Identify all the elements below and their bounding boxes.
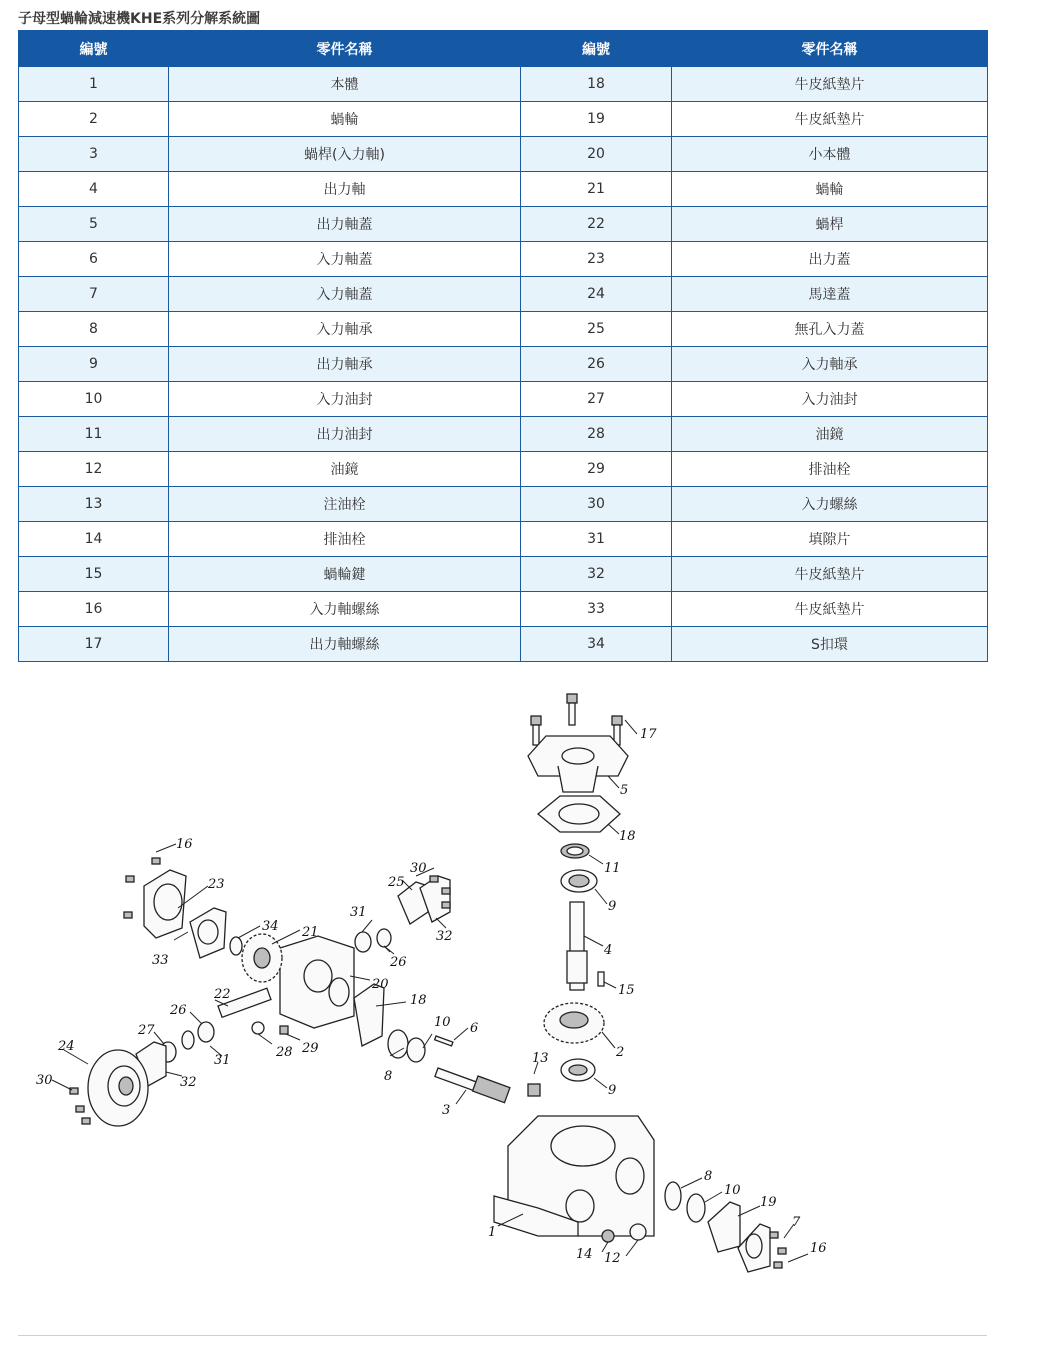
part-number-cell: 8 (19, 312, 169, 347)
table-row (19, 172, 988, 207)
table-row (19, 382, 988, 417)
parts-table (18, 30, 988, 662)
part-name-cell: 出力蓋 (672, 242, 988, 277)
part-number-cell: 27 (521, 382, 672, 417)
table-row (19, 347, 988, 382)
part-number-cell: 6 (19, 242, 169, 277)
part-name-cell: 油鏡 (672, 417, 988, 452)
part-name-cell: 無孔入力蓋 (672, 312, 988, 347)
callout: 27 (138, 1023, 155, 1038)
callout: 24 (58, 1039, 75, 1054)
table-row (19, 312, 988, 347)
part-name-cell: 注油栓 (169, 487, 521, 522)
callout: 11 (604, 861, 621, 876)
part-name-cell: 牛皮紙墊片 (672, 557, 988, 592)
part-number-cell: 25 (521, 312, 672, 347)
callout: 32 (180, 1075, 197, 1090)
column-header-part-name: 零件名稱 (169, 31, 521, 67)
part-name-cell: 入力軸承 (169, 312, 521, 347)
callout: 8 (704, 1169, 713, 1184)
part-number-cell: 13 (19, 487, 169, 522)
table-row (19, 277, 988, 312)
table-row (19, 487, 988, 522)
part-number-cell: 7 (19, 277, 169, 312)
callout: 7 (792, 1215, 801, 1230)
part-name-cell: 入力油封 (672, 382, 988, 417)
part-number-cell: 12 (19, 452, 169, 487)
part-name-cell: 入力軸螺絲 (169, 592, 521, 627)
input-worm-assembly (388, 1030, 510, 1103)
callout: 34 (262, 919, 279, 934)
callout: 10 (724, 1183, 741, 1198)
part-name-cell: 出力軸承 (169, 347, 521, 382)
part-name-cell: 油鏡 (169, 452, 521, 487)
callout: 30 (410, 861, 427, 876)
part-number-cell: 28 (521, 417, 672, 452)
table-row (19, 417, 988, 452)
callout: 13 (532, 1051, 549, 1066)
column-header-number: 編號 (521, 31, 672, 67)
part-name-cell: 入力軸蓋 (169, 242, 521, 277)
part-number-cell: 10 (19, 382, 169, 417)
bottom-divider (18, 1335, 987, 1336)
table-row (19, 67, 988, 102)
part-name-cell: 蝸桿 (672, 207, 988, 242)
callout: 21 (302, 925, 319, 940)
part-number-cell: 17 (19, 627, 169, 662)
part-number-cell: 14 (19, 522, 169, 557)
part-number-cell: 34 (521, 627, 672, 662)
part-number-cell: 3 (19, 137, 169, 172)
callout: 9 (608, 899, 617, 914)
part-name-cell: 馬達蓋 (672, 277, 988, 312)
part-name-cell: 出力油封 (169, 417, 521, 452)
part-name-cell: 小本體 (672, 137, 988, 172)
callout: 6 (470, 1021, 479, 1036)
part-name-cell: 牛皮紙墊片 (672, 592, 988, 627)
callout: 22 (214, 987, 231, 1002)
output-cover-assembly (528, 694, 628, 1096)
callout: 32 (436, 929, 453, 944)
part-number-cell: 9 (19, 347, 169, 382)
callout: 25 (388, 875, 405, 890)
table-row (19, 207, 988, 242)
part-number-cell: 19 (521, 102, 672, 137)
part-number-cell: 20 (521, 137, 672, 172)
callout: 15 (618, 983, 635, 998)
callout: 26 (390, 955, 407, 970)
part-name-cell: 蝸輪鍵 (169, 557, 521, 592)
callout: 31 (350, 905, 367, 920)
part-name-cell: 入力油封 (169, 382, 521, 417)
part-name-cell: 出力軸蓋 (169, 207, 521, 242)
callout: 30 (36, 1073, 53, 1088)
part-number-cell: 32 (521, 557, 672, 592)
part-name-cell: 蝸桿(入力軸) (169, 137, 521, 172)
table-row (19, 522, 988, 557)
callout: 16 (176, 837, 193, 852)
part-number-cell: 29 (521, 452, 672, 487)
part-number-cell: 11 (19, 417, 169, 452)
callout: 29 (302, 1041, 319, 1056)
part-name-cell: 排油栓 (169, 522, 521, 557)
part-name-cell: S扣環 (672, 627, 988, 662)
part-number-cell: 26 (521, 347, 672, 382)
callout: 1 (488, 1225, 497, 1240)
part-number-cell: 31 (521, 522, 672, 557)
page-title: 子母型蝸輪減速機KHE系列分解系統圖 (18, 11, 261, 27)
parts-table-body (19, 67, 988, 662)
part-number-cell: 22 (521, 207, 672, 242)
table-row (19, 627, 988, 662)
part-name-cell: 入力螺絲 (672, 487, 988, 522)
part-name-cell: 蝸輪 (169, 102, 521, 137)
callout: 14 (576, 1247, 593, 1262)
part-name-cell: 出力軸 (169, 172, 521, 207)
callout: 31 (214, 1053, 231, 1068)
callout: 33 (152, 953, 169, 968)
table-row (19, 242, 988, 277)
part-number-cell: 23 (521, 242, 672, 277)
part-number-cell: 33 (521, 592, 672, 627)
callout: 9 (608, 1083, 617, 1098)
callout: 8 (384, 1069, 393, 1084)
part-number-cell: 5 (19, 207, 169, 242)
part-number-cell: 16 (19, 592, 169, 627)
callout-labels (36, 727, 827, 1266)
leader-lines (52, 720, 808, 1262)
part-name-cell: 出力軸螺絲 (169, 627, 521, 662)
column-header-number: 編號 (19, 31, 169, 67)
part-number-cell: 4 (19, 172, 169, 207)
callout: 16 (810, 1241, 827, 1256)
table-row (19, 102, 988, 137)
callout: 2 (616, 1045, 625, 1060)
part-number-cell: 24 (521, 277, 672, 312)
callout: 4 (604, 943, 613, 958)
main-housing (494, 1116, 786, 1272)
callout: 10 (434, 1015, 451, 1030)
part-name-cell: 入力軸承 (672, 347, 988, 382)
part-name-cell: 本體 (169, 67, 521, 102)
part-number-cell: 2 (19, 102, 169, 137)
table-row (19, 137, 988, 172)
part-name-cell: 牛皮紙墊片 (672, 67, 988, 102)
part-name-cell: 牛皮紙墊片 (672, 102, 988, 137)
callout: 18 (619, 829, 636, 844)
exploded-view-diagram (18, 676, 987, 1316)
callout: 5 (620, 783, 629, 798)
part-number-cell: 18 (521, 67, 672, 102)
part-name-cell: 排油栓 (672, 452, 988, 487)
callout: 12 (604, 1251, 621, 1266)
callout: 17 (640, 727, 657, 742)
column-header-part-name: 零件名稱 (672, 31, 988, 67)
part-number-cell: 15 (19, 557, 169, 592)
callout: 20 (372, 977, 389, 992)
part-name-cell: 填隙片 (672, 522, 988, 557)
part-name-cell: 蝸輪 (672, 172, 988, 207)
part-name-cell: 入力軸蓋 (169, 277, 521, 312)
callout: 3 (442, 1103, 451, 1118)
table-row (19, 557, 988, 592)
callout: 23 (208, 877, 225, 892)
part-number-cell: 21 (521, 172, 672, 207)
callout: 19 (760, 1195, 777, 1210)
part-number-cell: 1 (19, 67, 169, 102)
table-header-row (19, 31, 988, 67)
callout: 18 (410, 993, 427, 1008)
table-row (19, 452, 988, 487)
callout: 28 (276, 1045, 293, 1060)
part-number-cell: 30 (521, 487, 672, 522)
table-row (19, 592, 988, 627)
callout: 26 (170, 1003, 187, 1018)
